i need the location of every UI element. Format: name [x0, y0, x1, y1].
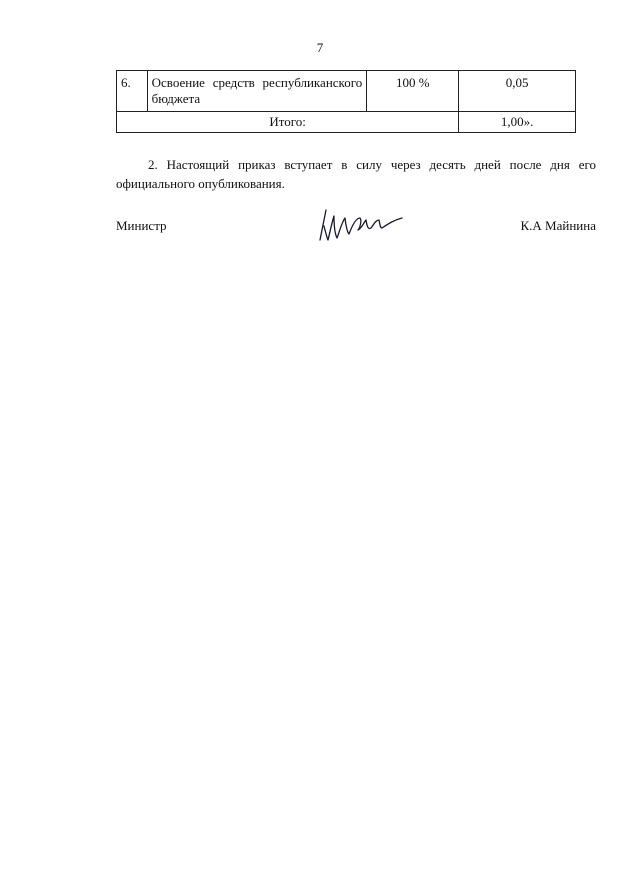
order-paragraph: 2. Настоящий приказ вступает в силу через десять дней после дня его официального опубликования.: [116, 157, 596, 191]
signer-name: К.А Майнина: [520, 218, 596, 233]
criteria-table: [116, 70, 576, 133]
total-label: Итого:: [117, 112, 459, 133]
signature-block: [116, 206, 596, 246]
signer-role: Министр: [116, 218, 167, 233]
total-row: [117, 112, 576, 133]
criterion-name: Освоение средств республиканского бюджета: [147, 71, 367, 112]
table-row: [117, 71, 576, 112]
target-value: 100 %: [367, 71, 459, 112]
row-number: 6.: [117, 71, 148, 112]
total-value: 1,00».: [459, 112, 576, 133]
handwritten-signature: [314, 206, 404, 246]
weight-value: 0,05: [459, 71, 576, 112]
page-number: 7: [316, 40, 324, 55]
